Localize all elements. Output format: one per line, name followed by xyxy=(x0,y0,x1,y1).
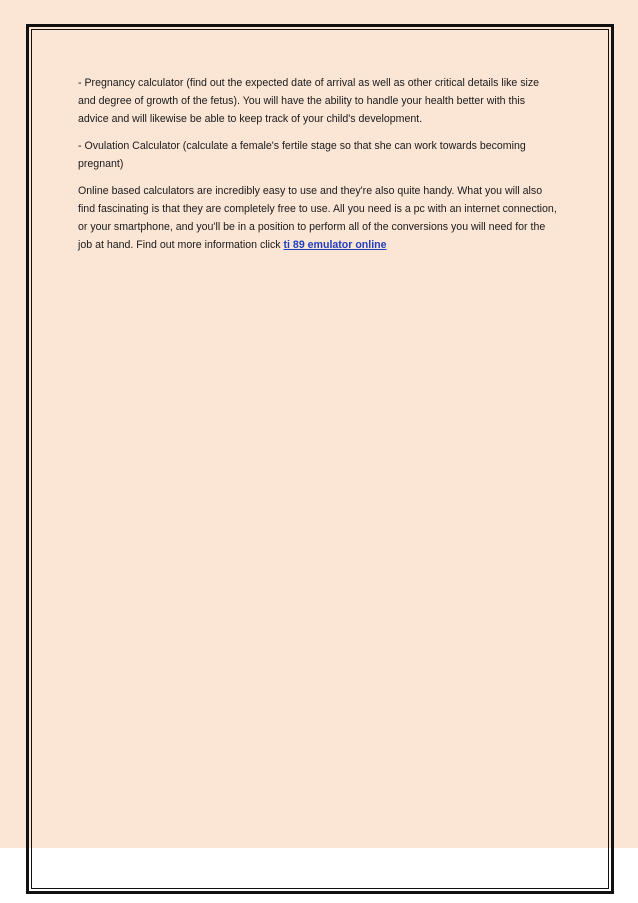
paragraph-ovulation-calculator xyxy=(78,137,558,173)
paragraph-online-calculators xyxy=(78,182,558,254)
document-body xyxy=(78,74,558,263)
paragraph-text: - Pregnancy calculator (find out the expected date of arrival as well as other critical details like size and degree of growth of the fetus). You will have the ability to handle your health better with this advice and will likewise be able to keep track of your child's development. xyxy=(78,77,540,125)
paragraph-pregnancy-calculator xyxy=(78,74,558,128)
paragraph-text: - Ovulation Calculator (calculate a female's fertile stage so that she can work towards becoming pregnant) xyxy=(78,140,526,170)
paragraph-text: Online based calculators are incredibly easy to use and they're also quite handy. What you will also find fascinating is that they are completely free to use. All you need is a pc with an internet connection, or your smartphone, and you'll be in a position to perform all of the conversions you will need for the job at hand. Find out more information click xyxy=(78,185,557,251)
ti89-emulator-link[interactable]: ti 89 emulator online xyxy=(283,239,387,251)
